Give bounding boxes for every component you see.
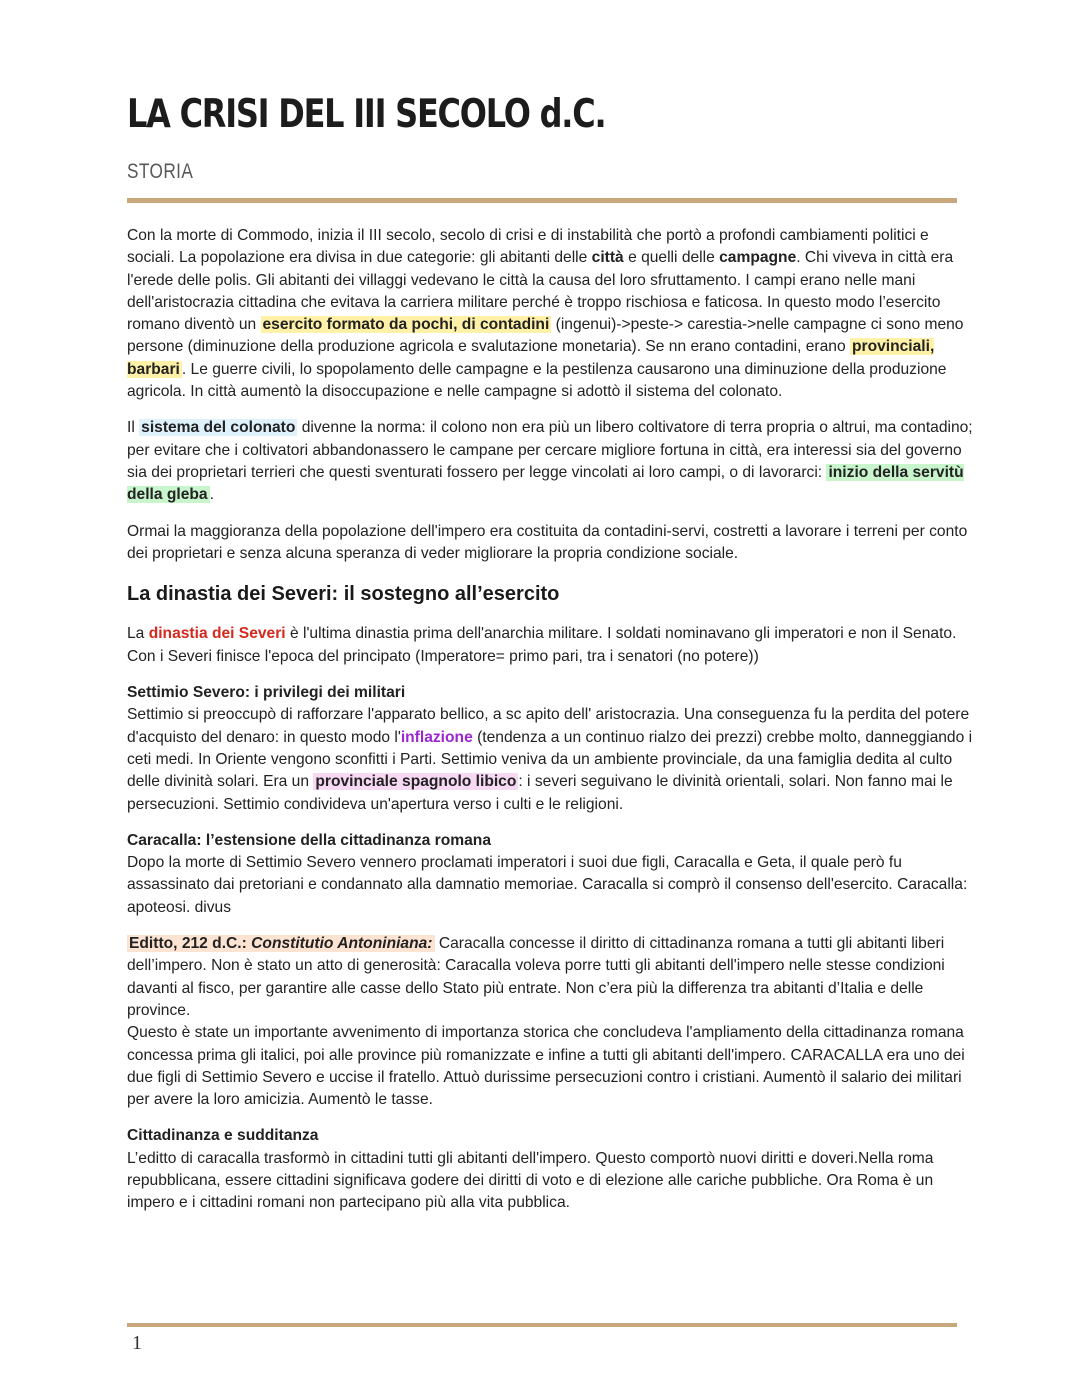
bold-term: città — [591, 249, 624, 267]
section-heading: La dinastia dei Severi: il sostegno all’esercito — [127, 583, 560, 606]
paragraph-colonato — [127, 417, 977, 506]
purple-term: inflazione — [400, 728, 473, 746]
header-divider — [127, 198, 957, 203]
text-run: La — [127, 625, 149, 643]
red-term: dinastia dei Severi — [148, 625, 286, 643]
text-run: divenne la norma: il colono non era più un libero coltivatore di terra propria o altrui, ma contadino; per evitare che i coltivatori abbandonassero le campane per cercare migliore fortuna in città, era interessi sia del governo sia dei proprietari terrieri che questi sventurati fossero per legge vincolati ai loro campi, o di lavorarci: — [127, 419, 973, 481]
text-run: Settimio si preoccupò di rafforzare l'apparato bellico, a sc apito dell' aristocrazia. Una conseguenza fu la perdita del potere d'acquisto del denaro: in questo modo l' — [127, 706, 970, 746]
footer-divider — [127, 1323, 957, 1327]
text-run: . Le guerre civili, lo spopolamento delle campagne e la pestilenza causarono una diminuzione della produzione agricola. In città aumentò la disoccupazione e nelle campagne si adottò il sistema del colonato. — [127, 360, 947, 401]
text-run: Questo è state un importante avvenimento di importanza storica che concludeva l'ampliamento della cittadinanza romana concessa prima gli italici, poi alle province più romanizzate e infine a tutti gli abitanti dell'impero. CARACALLA era uno dei due figli di Settimio Severo e uccise il fratello. Attuò durissime persecuzioni contro i cristiani. Aumentò il salario dei militari per avere la loro amicizia. Aumentò le tasse. — [127, 1024, 965, 1109]
text-run: (ingenui)->peste-> carestia->nelle campagne ci sono meno persone (diminuzione della produzione agricola e svalutazione monetaria). Se nn erano contadini, erano — [127, 316, 964, 356]
text-run: (tendenza a un continuo rialzo dei prezzi) crebbe molto, danneggiando i ceti medi. In Oriente vengono sconfitti i Parti. Settimio veniva da un ambiente provinciale, da una famiglia dedita al culto delle divinità solari. Era un — [127, 728, 973, 791]
subheading: Cittadinanza e sudditanza — [127, 1127, 319, 1145]
italic-term: Constitutio Antoniniana: — [251, 935, 433, 953]
text-run: Il — [127, 419, 140, 437]
highlight-yellow: esercito formato da pochi, di contadini — [262, 316, 550, 334]
highlight-blue: sistema del colonato — [141, 419, 296, 437]
text-run: Dopo la morte di Settimio Severo vennero proclamati imperatori i suoi due figli, Caracalla e Geta, il quale però fu assassinato dai pretoriani e condannato alla damnatio memoriae. Caracalla si comprò il consenso dell'esercito. Caracalla: apoteosi. divus — [127, 854, 968, 916]
paragraph-intro — [127, 225, 977, 403]
text-run: è l'ultima dinastia prima dell'anarchia militare. I soldati nominavano gli imperatori e non il Senato. Con i Severi finisce l'epoca del principato (Imperatore= primo pari, tra i senatori (no potere)) — [127, 625, 957, 665]
text-run: Con la morte di Commodo, inizia il III secolo, secolo di crisi e di instabilità che portò a profondi cambiamenti politici e sociali. La popolazione era divisa in due categorie: gli abitanti delle — [127, 227, 929, 267]
text-run: L’editto di caracalla trasformò in cittadini tutti gli abitanti dell'impero. Questo comportò nuovi diritti e doveri.Nella roma repubblicana, essere cittadini significava godere dei diritti di voto e di elezione alle cariche pubbliche. Ora Roma è un impero e i cittadini romani non partecipano più alla vita pubblica. — [127, 1149, 934, 1212]
highlight-pink: provinciale spagnolo libico — [315, 773, 517, 791]
paragraph-servi: Ormai la maggioranza della popolazione dell'impero era costituita da contadini-servi, costretti a lavorare i terreni per conto dei proprietari e senza alcuna speranza di veder migliorare la propria condizione sociale. — [127, 522, 968, 562]
paragraph-severi — [127, 623, 977, 668]
paragraph-cittadinanza — [127, 1125, 977, 1214]
page-subtitle: STORIA — [127, 160, 194, 183]
page-number: 1 — [132, 1332, 142, 1354]
subheading: Caracalla: l’estensione della cittadinanza romana — [127, 831, 491, 849]
highlight-yellow: provinciali, barbari — [127, 338, 935, 378]
document-body — [127, 225, 977, 1229]
text-run: Caracalla concesse il diritto di cittadinanza romana a tutti gli abitanti liberi dell’impero. Non è stato un atto di generosità: Caracalla voleva porre tutti gli abitanti dell'impero nelle stesse condizioni davanti al fisco, per garantire alle casse dello Stato più entrate. Non c’era più la differenza tra abitanti d’Italia e delle province. — [127, 935, 945, 1019]
highlight-green: inizio della servitù della gleba — [127, 463, 964, 504]
text-run: Editto, 212 d.C.: — [129, 935, 252, 953]
paragraph-caracalla — [127, 830, 977, 919]
text-run: . Chi viveva in città era l'erede delle polis. Gli abitanti dei villaggi vedevano le città la causa del loro sfruttamento. I campi erano nelle mani dell'aristocrazia cittadina che evitava la carriera militare perché è troppo rischiosa e faticosa. In questo modo l’esercito romano diventò un — [127, 249, 954, 334]
text-run: e quelli delle — [623, 249, 720, 267]
page-title: LA CRISI DEL III SECOLO d.C. — [127, 92, 606, 137]
paragraph-editto — [127, 933, 977, 1111]
highlight-orange — [127, 935, 435, 952]
text-run: : i severi seguivano le divinità orientali, solari. Non fanno mai le persecuzioni. Settimio condivideva un'apertura verso i culti e le religioni. — [127, 773, 953, 813]
paragraph-settimio — [127, 682, 977, 816]
text-run: . — [209, 486, 214, 504]
bold-term: campagne — [719, 249, 797, 267]
subheading: Settimio Severo: i privilegi dei militari — [127, 684, 406, 702]
